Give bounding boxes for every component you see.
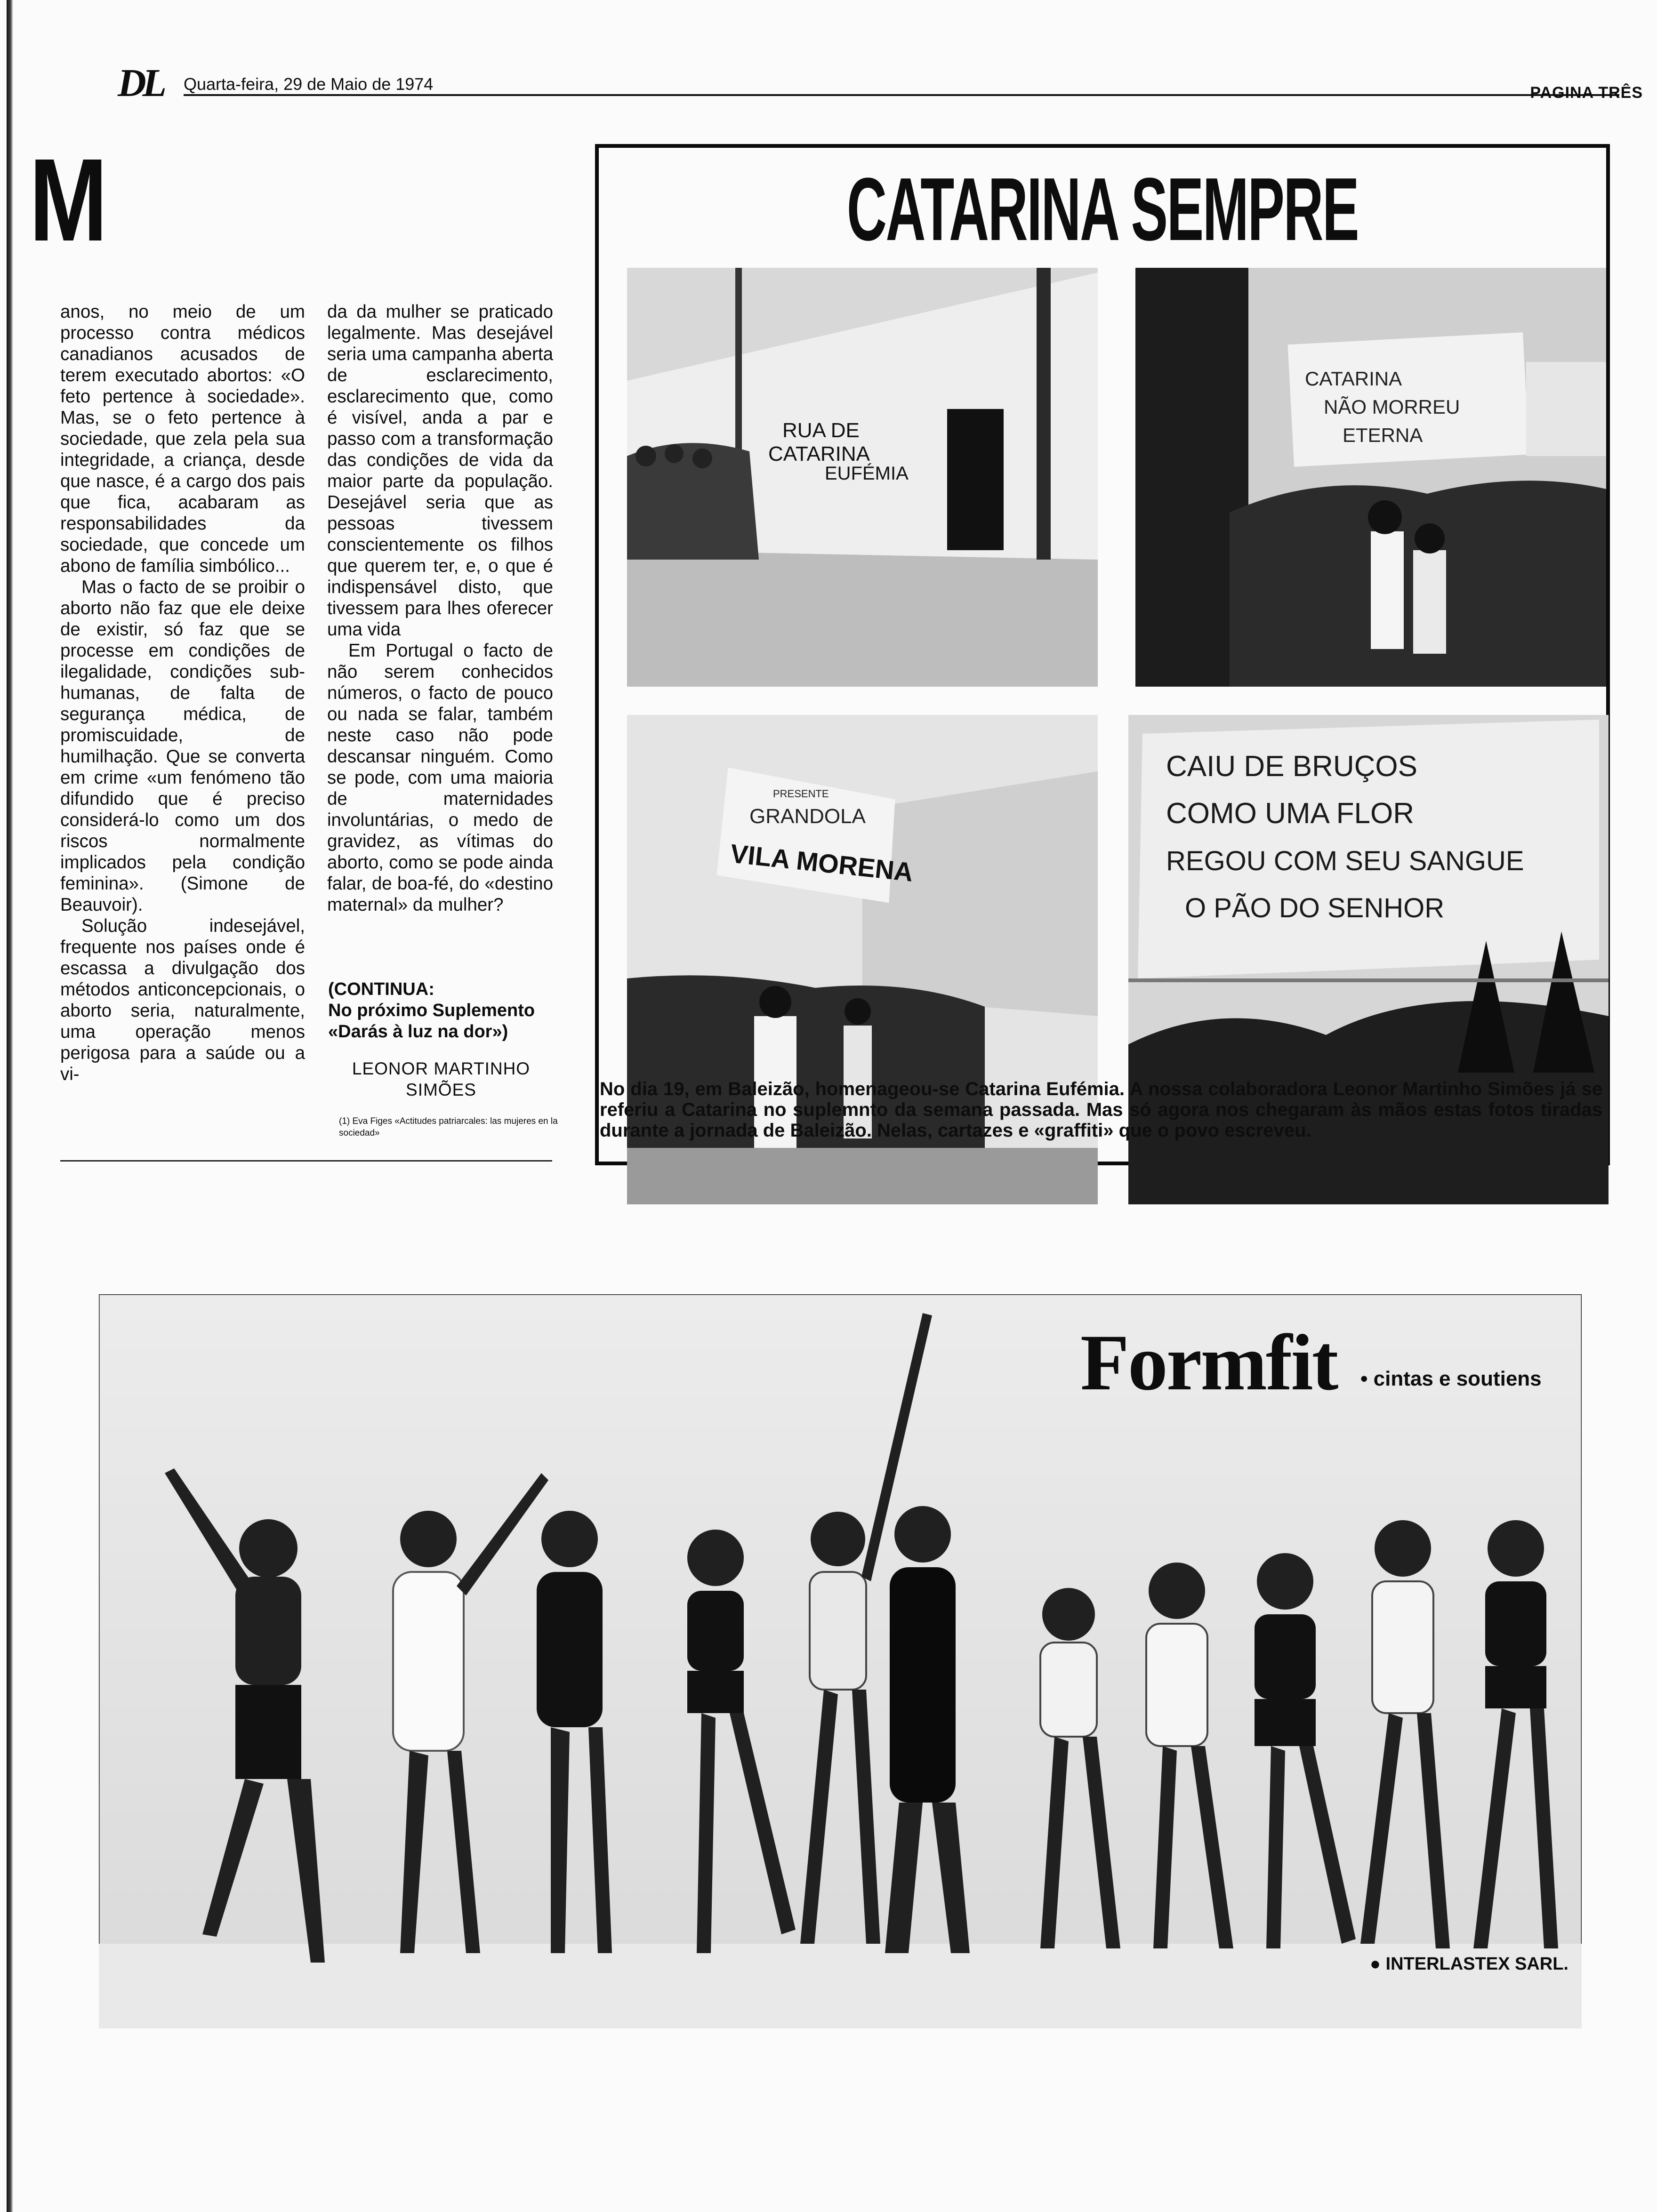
graffiti-text: RUA DE	[782, 419, 860, 442]
photo-story-box	[595, 144, 1610, 1165]
formfit-advertisement	[99, 1294, 1582, 2028]
dateline: Quarta-feira, 29 de Maio de 1974	[184, 74, 434, 94]
banner-text: ETERNA	[1343, 424, 1423, 446]
article-paragraph: Solução indesejável, frequente nos países onde é escassa a divulgação dos métodos anticoncepcionais, o aborto seria, naturalmente, uma operação menos perigosa para a saúde ou a vi-	[60, 916, 305, 1084]
article-initial-letter: M	[29, 134, 108, 265]
article-paragraph: da da mulher se praticado legalmente. Mas desejável seria uma campanha aberta de esclarecimento, esclarecimento que, como é visível, anda a par e passo com a transformação das condições de vida da maior parte da população. Desejável seria que as pessoas tivessem conscientemente os filhos que querem ter, e, o que é indispensável disto, que tivessem para lhes oferecer uma vida	[327, 302, 553, 640]
banner-text: PRESENTE	[773, 788, 829, 800]
article-paragraph: Em Portugal o facto de não serem conhecidos números, o facto de pouco ou nada se falar, também neste caso não pode descansar ninguém. Como se pode, com uma maioria de maternidades involuntárias, o medo de gravidez, as vítimas do aborto, como se pode ainda falar, de boa-fé, do «destino maternal» da mulher?	[327, 641, 553, 915]
banner-text: GRANDOLA	[749, 805, 866, 828]
article-author: LEONOR MARTINHO SIMÕES	[352, 1059, 531, 1099]
graffiti-text: EUFÉMIA	[825, 463, 909, 484]
masthead	[118, 61, 1643, 107]
banner-text: REGOU COM SEU SANGUE	[1166, 846, 1524, 876]
continuation-note	[328, 979, 563, 1042]
continuation-line: No próximo Suplemento	[328, 1001, 535, 1020]
article-footnote: (1) Eva Figes «Actitudes patriarcales: las mujeres en la sociedad»	[339, 1116, 558, 1138]
photo-story-caption: No dia 19, em Baleizão, homenageou-se Catarina Eufémia. A nossa colaboradora Leonor Martinho Simões já se referiu a Catarina no suplemnto da semana passada. Mas só agora nos chegaram às mãos estas fotos tiradas durante a jornada de Baleizão. Nelas, cartazes e «graffiti» que o povo escreveu.	[600, 1079, 1602, 1141]
newspaper-logo: DL	[118, 61, 163, 105]
banner-text: CAIU DE BRUÇOS	[1166, 750, 1417, 783]
graffiti-text: CATARINA	[768, 442, 870, 465]
photo-march-banners	[1135, 268, 1606, 687]
banner-text: VILA MORENA	[729, 838, 915, 887]
page-label: PAGINA TRÊS	[1530, 84, 1643, 102]
masthead-rule	[184, 94, 1619, 96]
banner-text: O PÃO DO SENHOR	[1185, 893, 1445, 923]
photo-story-title: CATARINA SEMPRE	[846, 160, 1359, 259]
article-column-1	[60, 301, 305, 1085]
article-paragraph: anos, no meio de um processo contra médicos canadianos acusados de terem executado abortos: «O feto pertence à sociedade». Mas, se o feto pertence à sociedade, que zela pela sua integridade, a criança, desde que nasce, é a cargo dos pais que fica, acabaram as responsabilidades da sociedade, que concede um abono de família simbólico...	[60, 302, 305, 576]
banner-text: CATARINA	[1305, 368, 1402, 390]
brand-tagline: • cintas e soutiens	[1360, 1367, 1542, 1390]
continuation-line: «Darás à luz na dor»)	[328, 1022, 508, 1042]
banner-text: NÃO MORREU	[1324, 396, 1460, 418]
article-bottom-rule	[60, 1160, 552, 1162]
brand-logo: Formfit	[1080, 1318, 1337, 1407]
page-binding-edge	[7, 0, 13, 2212]
advertisement-photo	[99, 1294, 1582, 2028]
photo-graffiti-wall	[627, 268, 1098, 687]
continuation-line: (CONTINUA:	[328, 979, 434, 999]
article-column-2	[327, 301, 553, 915]
article-paragraph: Mas o facto de se proibir o aborto não faz que ele deixe de existir, só faz que se processe em condições de ilegalidade, condições sub-humanas, de falta de segurança médica, de promiscuidade, de humilhação. Que se converta em crime «um fenómeno tão difundido que é preciso considerá-lo como um dos riscos normalmente implicados pela condição feminina». (Simone de Beauvoir).	[60, 577, 305, 915]
banner-text: COMO UMA FLOR	[1166, 797, 1415, 830]
advertiser-name: ● INTERLASTEX SARL.	[1370, 1954, 1569, 1974]
